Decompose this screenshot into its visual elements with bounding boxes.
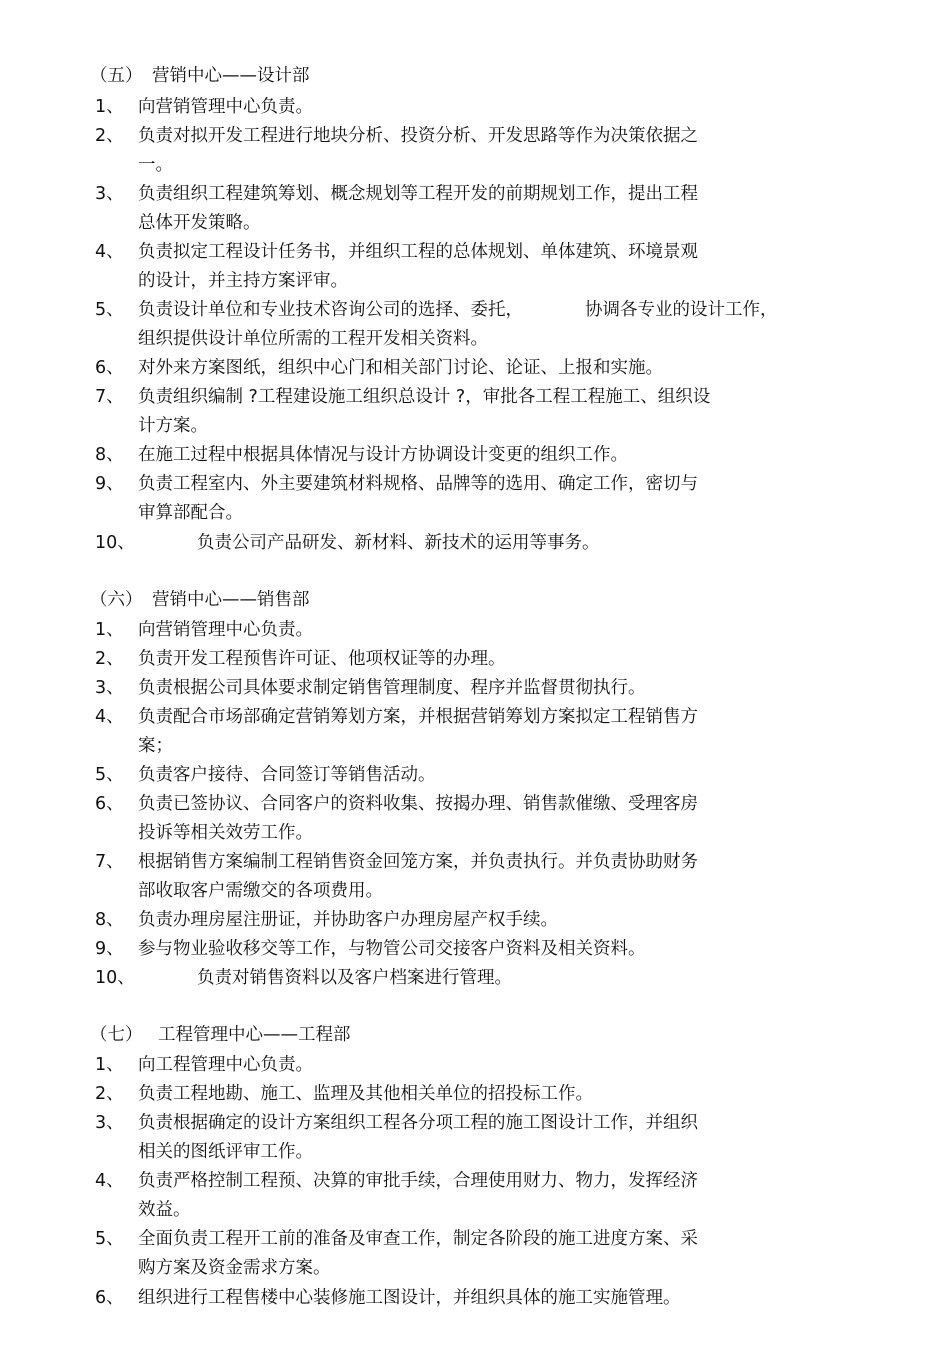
- item-number: 10、: [95, 968, 135, 988]
- item-text: 负责组织编制 ?工程建设施工组织总设计 ?，审批各工程工程施工、组织设: [138, 387, 711, 407]
- item-text-continued: 部收取客户需缴交的各项费用。: [138, 881, 383, 901]
- item-text: 负责工程地勘、施工、监理及其他相关单位的招投标工作。: [138, 1084, 593, 1104]
- item-text: 根据销售方案编制工程销售资金回笼方案，并负责执行。并负责协助财务: [138, 852, 698, 872]
- item-text: 负责办理房屋注册证，并协助客户办理房屋产权手续。: [138, 910, 558, 930]
- item-text: 全面负责工程开工前的准备及审查工作，制定各阶段的施工进度方案、采: [138, 1229, 698, 1249]
- item-number: 5、: [95, 765, 124, 785]
- item-text-continued: 组织提供设计单位所需的工程开发相关资料。: [138, 329, 488, 349]
- item-number: 4、: [95, 1171, 124, 1191]
- item-text-continued: 审算部配合。: [138, 503, 243, 523]
- item-text: 负责根据确定的设计方案组织工程各分项工程的施工图设计工作，并组织: [138, 1113, 698, 1133]
- item-text: 组织进行工程售楼中心装修施工图设计，并组织具体的施工实施管理。: [138, 1288, 681, 1308]
- item-text: 负责开发工程预售许可证、他项权证等的办理。: [138, 649, 506, 669]
- item-number: 7、: [95, 387, 124, 407]
- item-text: 向营销管理中心负责。: [138, 620, 313, 640]
- section-title: 营销中心——设计部: [152, 66, 310, 86]
- item-text: 负责严格控制工程预、决算的审批手续，合理使用财力、物力，发挥经济: [138, 1171, 698, 1191]
- item-number: 1、: [95, 97, 124, 117]
- item-text-continued: 总体开发策略。: [138, 213, 261, 233]
- item-text-continued: 计方案。: [138, 416, 208, 436]
- item-number: 1、: [95, 620, 124, 640]
- item-text: 负责已签协议、合同客户的资料收集、按揭办理、销售款催缴、受理客房: [138, 794, 698, 814]
- item-text-tail: 协调各专业的设计工作，: [585, 300, 778, 320]
- item-number: 9、: [95, 474, 124, 494]
- item-number: 9、: [95, 939, 124, 959]
- section-number: （七）: [90, 1025, 143, 1045]
- item-text-continued: 效益。: [138, 1200, 191, 1220]
- item-number: 5、: [95, 1229, 124, 1249]
- item-number: 6、: [95, 794, 124, 814]
- item-number: 8、: [95, 910, 124, 930]
- item-text: 负责根据公司具体要求制定销售管理制度、程序并监督贯彻执行。: [138, 678, 646, 698]
- item-text-continued: 投诉等相关效劳工作。: [138, 823, 313, 843]
- item-number: 6、: [95, 358, 124, 378]
- item-text: 对外来方案图纸，组织中心门和相关部门讨论、论证、上报和实施。: [138, 358, 663, 378]
- item-text-continued: 一。: [138, 155, 173, 175]
- item-number: 2、: [95, 126, 124, 146]
- item-text: 向营销管理中心负责。: [138, 97, 313, 117]
- item-text: 负责工程室内、外主要建筑材料规格、品牌等的选用、确定工作，密切与: [138, 474, 698, 494]
- item-number: 6、: [95, 1288, 124, 1308]
- item-text: 在施工过程中根据具体情况与设计方协调设计变更的组织工作。: [138, 445, 628, 465]
- item-text-continued: 的设计，并主持方案评审。: [138, 271, 348, 291]
- item-text: [138, 297, 778, 323]
- item-text: 负责配合市场部确定营销筹划方案，并根据营销筹划方案拟定工程销售方: [138, 707, 698, 727]
- section-heading: [90, 63, 310, 89]
- item-text: 负责拟定工程设计任务书，并组织工程的总体规划、单体建筑、环境景观: [138, 242, 698, 262]
- item-number: 3、: [95, 1113, 124, 1133]
- item-number: 7、: [95, 852, 124, 872]
- item-number: 8、: [95, 445, 124, 465]
- item-text: 向工程管理中心负责。: [138, 1055, 313, 1075]
- item-number: 3、: [95, 678, 124, 698]
- item-text: 负责客户接待、合同签订等销售活动。: [138, 765, 436, 785]
- item-number: 1、: [95, 1055, 124, 1075]
- item-number: 2、: [95, 1084, 124, 1104]
- item-text: 参与物业验收移交等工作，与物管公司交接客户资料及相关资料。: [138, 939, 646, 959]
- item-number: 3、: [95, 184, 124, 204]
- section-heading: [90, 587, 310, 613]
- item-number: 2、: [95, 649, 124, 669]
- item-text-continued: 案；: [138, 736, 173, 756]
- section-title: 营销中心——销售部: [152, 590, 310, 610]
- item-text-continued: 相关的图纸评审工作。: [138, 1142, 313, 1162]
- item-number: 4、: [95, 242, 124, 262]
- item-number: 5、: [95, 300, 124, 320]
- section-heading: [90, 1022, 351, 1048]
- item-text: 负责对销售资料以及客户档案进行管理。: [197, 968, 512, 988]
- section-number: （五）: [90, 66, 143, 86]
- item-text: 负责对拟开发工程进行地块分析、投资分析、开发思路等作为决策依据之: [138, 126, 698, 146]
- item-number: 10、: [95, 533, 135, 553]
- item-text: 负责公司产品研发、新材料、新技术的运用等事务。: [197, 533, 600, 553]
- section-number: （六）: [90, 590, 143, 610]
- item-text: 负责组织工程建筑筹划、概念规划等工程开发的前期规划工作，提出工程: [138, 184, 698, 204]
- item-number: 4、: [95, 707, 124, 727]
- item-text-continued: 购方案及资金需求方案。: [138, 1258, 331, 1278]
- item-text-head: 负责设计单位和专业技术咨询公司的选择、委托，: [138, 300, 523, 320]
- section-title: 工程管理中心——工程部: [158, 1025, 351, 1045]
